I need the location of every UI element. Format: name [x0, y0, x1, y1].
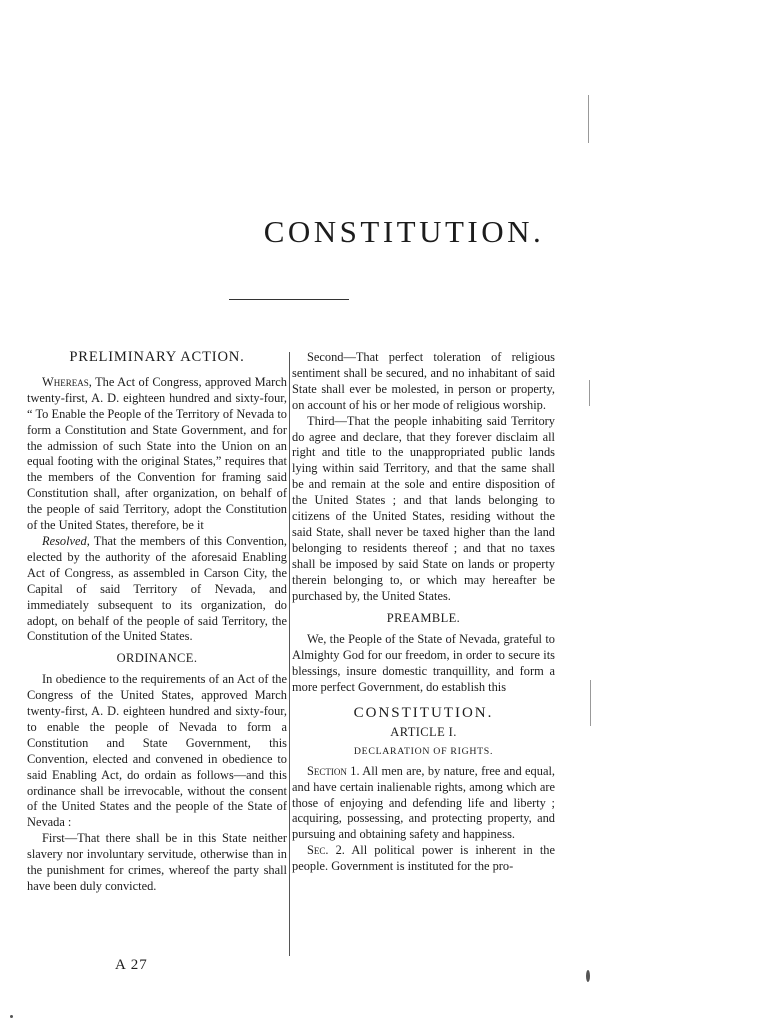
section-2-text: 2. All political power is inherent in the people. Government is instituted for the pro-	[292, 843, 555, 874]
resolved-text: That the members of this Convention, elected by the authority of the aforesaid Enabling Act of Congress, as assembled in Carson City, the Capital of said Territory of Nevada, and immediately subsequent to its organization, do adopt, on behalf of the people of said Territory, the Constitution of the United States.	[27, 533, 287, 644]
resolved-lead: Resolved,	[42, 533, 90, 548]
whereas-lead: Whereas	[42, 374, 89, 389]
third-clause-paragraph: Third—That the people inhabiting said Territory do agree and declare, that they forever disclaim all right and title to the unappropriated public lands lying within said Territory, and that the same shall be and remain at the sole and entire disposition of the United States ; and that lands belonging to citizens of the United States, residing without the said State, shall never be taxed higher than the land belonging to residents thereof ; and that no taxes shall be imposed by said State on lands or property therein belonging to, or which may hereafter be purchased by, the United States.	[292, 413, 555, 603]
preliminary-action-heading: PRELIMINARY ACTION.	[69, 349, 245, 365]
second-clause-paragraph: Second—That perfect toleration of religious sentiment shall be secured, and no inhabitant of said State shall ever be molested, in person or property, on account of his or her mode of religious worship.	[292, 350, 555, 412]
article-heading: ARTICLE I.	[390, 724, 457, 739]
scan-speck	[10, 1015, 13, 1018]
right-column	[292, 350, 555, 875]
first-clause-paragraph: First—That there shall be in this State neither slavery nor involuntary servitude, otherwise than in the punishment for crimes, whereof the party shall have been duly convicted.	[27, 831, 287, 893]
ordinance-paragraph: In obedience to the requirements of an Act of the Congress of the United States, approved March twenty-first, A. D. eighteen hundred and sixty-four, to enable the people of Nevada to form a Constitution and State Government, this Convention, elected and convened in obedience to said Enabling Act, do ordain as follows—and this ordinance shall be irrevocable, without the consent of the United States and the people of the State of Nevada :	[27, 672, 287, 830]
resolved-paragraph	[27, 534, 287, 645]
preamble-heading: PREAMBLE.	[386, 610, 461, 625]
scan-margin-mark	[588, 95, 589, 143]
page-number: A 27	[115, 957, 148, 973]
scan-margin-mark	[590, 680, 591, 726]
section-1-lead: Section	[307, 763, 347, 778]
section-2-lead: Sec.	[307, 843, 329, 858]
left-column	[27, 350, 287, 895]
section-2-paragraph	[292, 843, 555, 875]
section-1-paragraph	[292, 764, 555, 844]
column-divider	[289, 352, 290, 956]
declaration-heading: DECLARATION OF RIGHTS.	[353, 745, 494, 757]
whereas-text: , The Act of Congress, approved March twenty-first, A. D. eighteen hundred and sixty-four, “ To Enable the People of the Territory of Nevada to form a Constitution and State Government, and for the admission of such State into the Union on an equal footing with the original States,” requires that the members of the Convention for framing said Constitution shall, after organization, on behalf of the people of said Territory, adopt the Constitution of the United States, therefore, be it	[27, 374, 287, 533]
scan-speck	[586, 970, 590, 982]
constitution-heading: CONSTITUTION.	[353, 705, 494, 722]
whereas-paragraph	[27, 375, 287, 534]
section-1-text: 1. All men are, by nature, free and equal, and have certain inalienable rights, among which are those of enjoying and defending life and liberty ; acquiring, possessing, and protecting property, and pursuing and obtaining safety and happiness.	[292, 763, 555, 842]
title-divider-rule	[229, 299, 349, 300]
page-title: CONSTITUTION.	[263, 214, 545, 249]
scan-margin-mark	[589, 380, 590, 406]
ordinance-heading: ORDINANCE.	[116, 651, 198, 666]
preamble-paragraph: We, the People of the State of Nevada, grateful to Almighty God for our freedom, in order to secure its blessings, insure domestic tranquillity, and form a more perfect Government, do establish this	[292, 632, 555, 695]
